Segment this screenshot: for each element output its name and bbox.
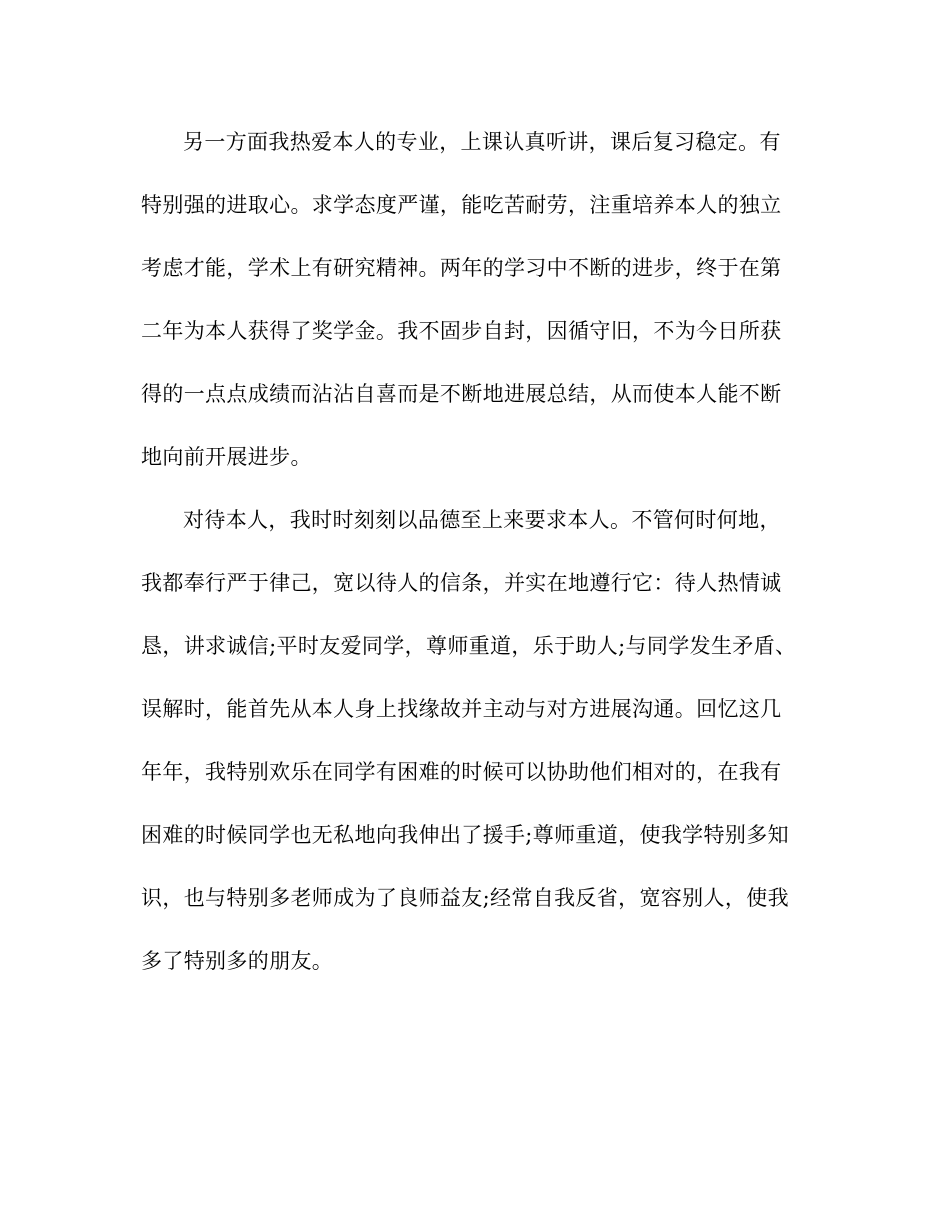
text-line: 多了特别多的朋友。 [141, 949, 334, 973]
text-line: 年年，我特别欢乐在同学有困难的时候可以协助他们相对的，在我有 [141, 760, 782, 784]
text-line: 恳，讲求诚信;平时友爱同学，尊师重道，乐于助人;与同学发生矛盾、 [141, 634, 797, 658]
text-line: 困难的时候同学也无私地向我伸出了援手;尊师重道，使我学特别多知 [141, 823, 789, 847]
text-line: 识，也与特别多老师成为了良师益友;经常自我反省，宽容别人，使我 [141, 886, 789, 910]
document-body [141, 111, 809, 993]
paragraph-study [141, 111, 809, 489]
text-line: 特别强的进取心。求学态度严谨，能吃苦耐劳，注重培养本人的独立 [141, 193, 782, 217]
text-line: 二年为本人获得了奖学金。我不固步自封，因循守旧，不为今日所获 [141, 319, 782, 343]
paragraph-character [141, 489, 809, 993]
text-line: 地向前开展进步。 [141, 445, 312, 469]
text-line: 考虑才能，学术上有研究精神。两年的学习中不断的进步，终于在第 [141, 256, 782, 280]
text-line: 另一方面我热爱本人的专业，上课认真听讲，课后复习稳定。有 [183, 130, 781, 154]
text-line: 误解时，能首先从本人身上找缘故并主动与对方进展沟通。回忆这几 [141, 697, 782, 721]
text-line: 我都奉行严于律己，宽以待人的信条，并实在地遵行它：待人热情诚 [141, 571, 782, 595]
text-line: 得的一点点成绩而沾沾自喜而是不断地进展总结，从而使本人能不断 [141, 382, 782, 406]
text-line: 对待本人，我时时刻刻以品德至上来要求本人。不管何时何地， [183, 508, 781, 532]
